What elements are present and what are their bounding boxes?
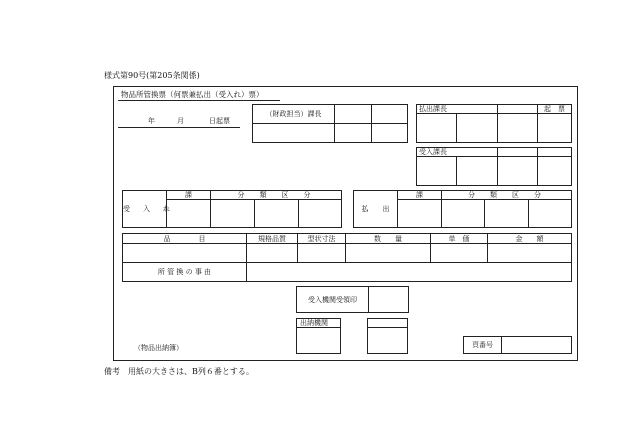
payout-header-blank <box>498 105 538 114</box>
receive-side-label: 受 入 れ <box>123 191 167 228</box>
receive-chief-label: 受入課長 <box>417 148 498 157</box>
payout-approval-grid <box>416 104 572 143</box>
receive-seal-1[interactable] <box>417 157 457 186</box>
remarks-note: 備考 用紙の大きさは、B列６番とする。 <box>104 367 254 376</box>
item-name-cell[interactable] <box>123 244 247 263</box>
date-underline <box>118 127 240 128</box>
dispatch-seal-box[interactable] <box>367 318 408 354</box>
items-header-spec: 規格品質 <box>247 234 298 244</box>
payout-side-label: 払 出 <box>354 191 398 228</box>
payout-dept-cell[interactable] <box>398 200 442 228</box>
drafter-seal[interactable] <box>538 114 572 143</box>
transfer-reason-label: 所 管 換 の 事 由 <box>123 263 247 282</box>
date-day: 日起票 <box>209 117 230 125</box>
receive-classification-grid <box>122 190 342 228</box>
item-shape-cell[interactable] <box>298 244 346 263</box>
payout-class-header: 分 類 区 分 <box>442 191 572 200</box>
form-title: 物品所管換票（何票兼払出（受入れ）票） <box>121 90 264 99</box>
items-header-qty: 数 量 <box>346 234 431 244</box>
ledger-label: （物品出納簿） <box>134 344 183 352</box>
receive-seal-4[interactable] <box>538 157 572 186</box>
page-number-grid <box>463 336 572 354</box>
page-number-label: 頁番号 <box>464 337 502 354</box>
transfer-reason-cell[interactable] <box>247 263 572 282</box>
payout-class-cell-1[interactable] <box>442 200 485 228</box>
receive-header-blank-1 <box>498 148 538 157</box>
receive-seal-grid <box>296 286 409 313</box>
drafter-label: 起 票 <box>538 105 572 114</box>
item-spec-cell[interactable] <box>247 244 298 263</box>
receive-header-blank-2 <box>538 148 572 157</box>
payout-class-cell-3[interactable] <box>529 200 572 228</box>
receive-seal-box[interactable] <box>369 287 409 313</box>
finance-seal-cell-2[interactable] <box>372 105 408 124</box>
receive-dept-cell[interactable] <box>167 200 211 228</box>
finance-approval-grid <box>252 104 408 143</box>
item-price-cell[interactable] <box>431 244 488 263</box>
finance-seal-cell-1[interactable] <box>335 105 372 124</box>
receive-dept-header: 課 <box>167 191 211 200</box>
finance-cell-c[interactable] <box>372 124 408 143</box>
title-underline <box>118 100 280 101</box>
item-amount-cell[interactable] <box>488 244 572 263</box>
receive-approval-grid <box>416 147 572 186</box>
items-header-shape: 型状寸法 <box>298 234 346 244</box>
finance-chief-label: （財政担当）課長 <box>253 105 335 124</box>
page-number-cell[interactable] <box>502 337 572 354</box>
receive-seal-label: 受入機関受領印 <box>297 287 369 313</box>
date-year: 年 <box>148 117 155 125</box>
dispatch-label: 出納機関 <box>300 319 328 327</box>
payout-classification-grid <box>353 190 572 228</box>
items-header-price: 単 価 <box>431 234 488 244</box>
receive-class-cell-3[interactable] <box>299 200 342 228</box>
receive-seal-3[interactable] <box>498 157 538 186</box>
form-number: 様式第90号(第205条関係) <box>104 71 200 80</box>
payout-class-cell-2[interactable] <box>485 200 529 228</box>
items-table <box>122 233 572 282</box>
receive-class-cell-1[interactable] <box>211 200 255 228</box>
receive-class-header: 分 類 区 分 <box>211 191 342 200</box>
payout-seal-3[interactable] <box>498 114 538 143</box>
receive-class-cell-2[interactable] <box>255 200 299 228</box>
item-qty-cell[interactable] <box>346 244 431 263</box>
dispatch-seal-divider <box>367 327 408 328</box>
receive-seal-2[interactable] <box>457 157 498 186</box>
finance-cell-a[interactable] <box>253 124 335 143</box>
payout-chief-label: 払出課長 <box>417 105 498 114</box>
items-header-item: 品 目 <box>123 234 247 244</box>
date-month: 月 <box>177 117 184 125</box>
payout-dept-header: 課 <box>398 191 442 200</box>
finance-cell-b[interactable] <box>335 124 372 143</box>
payout-seal-1[interactable] <box>417 114 457 143</box>
payout-seal-2[interactable] <box>457 114 498 143</box>
items-header-amount: 金 額 <box>488 234 572 244</box>
